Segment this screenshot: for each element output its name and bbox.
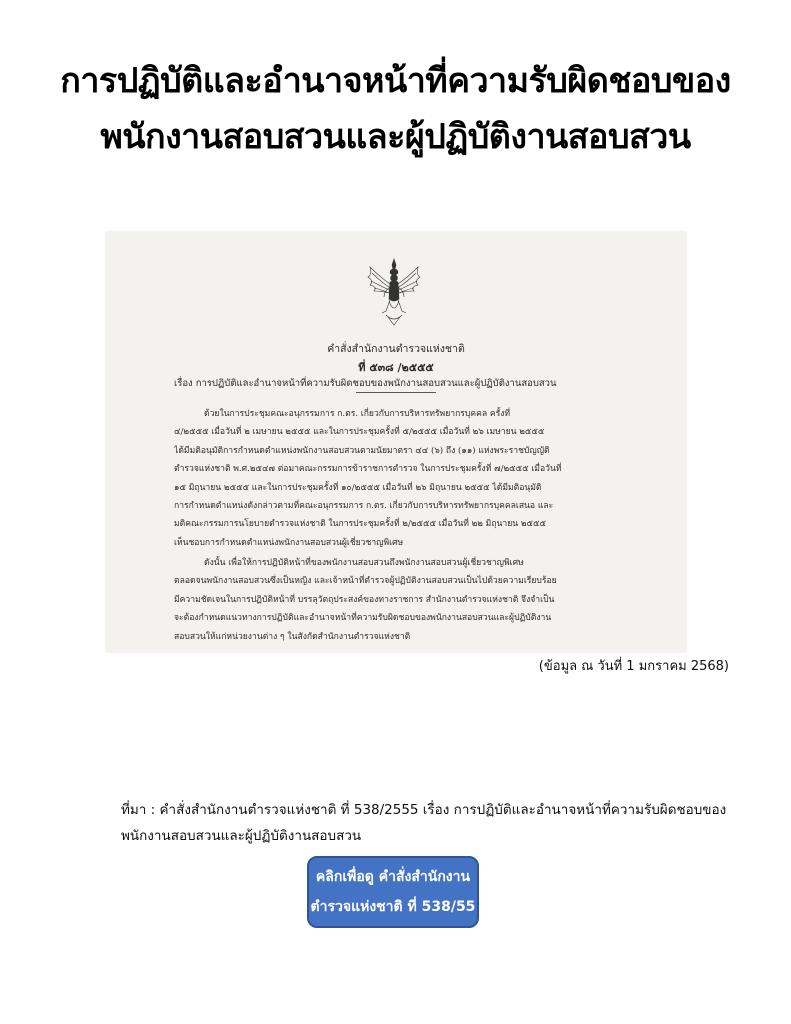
view-order-button-label-1: คลิกเพื่อดู คำสั่งสำนักงาน — [315, 869, 471, 885]
order-heading: คำสั่งสำนักงานตำรวจแห่งชาติ — [327, 343, 465, 355]
order-text-line: ด้วยในการประชุมคณะอนุกรรมการ ก.ตร. เกี่ยวกับการบริหารทรัพยากรบุคคล ครั้งที่ — [204, 409, 511, 419]
order-text-line: ๑๕ มิถุนายน ๒๕๕๕ และในการประชุมครั้งที่ ๑๐/๒๕๕๕ เมื่อวันที่ ๒๖ มิถุนายน ๒๕๕๕ ได้มีมติอนุมัติ — [174, 482, 542, 493]
order-text-line: การกำหนดตำแหน่งดังกล่าวตามที่คณะอนุกรรมการ ก.ตร. เกี่ยวกับการบริหารทรัพยากรบุคคลเสนอ และ — [174, 501, 554, 512]
order-text-line: ได้มีมติอนุมัติการกำหนดตำแหน่งพนักงานสอบสวนตามนัยมาตรา ๔๔ (๖) ถึง (๑๑) แห่งพระราชบัญญัติ — [174, 445, 550, 456]
order-text-line: ๔/๒๕๕๕ เมื่อวันที่ ๒ เมษายน ๒๕๕๕ และในการประชุมครั้งที่ ๕/๒๕๕๕ เมื่อวันที่ ๒๖ เมษายน ๒๕๕๕ — [174, 427, 545, 438]
garuda-emblem-icon — [362, 257, 426, 327]
order-text-line: เห็นชอบการกำหนดตำแหน่งพนักงานสอบสวนผู้เชี่ยวชาญพิเศษ — [174, 537, 404, 548]
order-text-line: มติคณะกรรมการนโยบายตำรวจแห่งชาติ ในการประชุมครั้งที่ ๒/๒๕๕๕ เมื่อวันที่ ๒๒ มิถุนายน ๒๕๕๕ — [174, 519, 547, 530]
source-line: พนักงานสอบสวนและผู้ปฏิบัติงานสอบสวน — [121, 828, 362, 844]
divider — [356, 392, 436, 393]
order-text-line: ดังนั้น เพื่อให้การปฏิบัติหน้าที่ของพนักงานสอบสวนถึงพนักงานสอบสวนผู้เชี่ยวชาญพิเศษ — [204, 558, 524, 568]
order-text-line: มีความชัดเจนในการปฏิบัติหน้าที่ บรรลุวัตถุประสงค์ของทางราชการ สำนักงานตำรวจแห่งชาติ จึงจำเป็น — [174, 594, 555, 605]
scanned-order-image — [106, 232, 686, 652]
order-number: ที่ ๕๓๘ /๒๕๕๕ — [358, 361, 434, 374]
order-text-line: ตลอดจนพนักงานสอบสวนซึ่งเป็นหญิง และเจ้าหน้าที่ตำรวจผู้ปฏิบัติงานสอบสวนเป็นไปด้วยความเรียบร้อย — [174, 576, 557, 587]
view-order-button-label-2: ตำรวจแห่งชาติ ที่ 538/55 — [310, 899, 476, 915]
order-subject: เรื่อง การปฏิบัติและอำนาจหน้าที่ความรับผิดชอบของพนักงานสอบสวนและผู้ปฏิบัติงานสอบสวน — [174, 378, 557, 389]
data-date-caption: (ข้อมูล ณ วันที่ 1 มกราคม 2568) — [538, 659, 729, 674]
source-line: ที่มา : คำสั่งสำนักงานตำรวจแห่งชาติ ที่ 538/2555 เรื่อง การปฏิบัติและอำนาจหน้าที่ความรับผิดชอบของ — [121, 802, 727, 818]
order-text-line: จะต้องกำหนดแนวทางการปฏิบัติและอำนาจหน้าที่ความรับผิดชอบของพนักงานสอบสวนและผู้ปฏิบัติงาน — [174, 613, 552, 624]
order-text-line: สอบสวนให้แก่หน่วยงานต่าง ๆ ในสังกัดสำนักงานตำรวจแห่งชาติ — [174, 631, 411, 642]
order-paragraph-2 — [174, 554, 644, 646]
source-note — [121, 797, 741, 849]
order-text-line: ตำรวจแห่งชาติ พ.ศ.๒๕๔๗ ต่อมาคณะกรรมการข้าราชการตำรวจ ในการประชุมครั้งที่ ๗/๒๕๕๕ เมื่อวันที่ — [174, 464, 562, 475]
view-order-button[interactable] — [307, 856, 479, 928]
page-title-line-1: การปฏิบัติและอำนาจหน้าที่ความรับผิดชอบของ — [60, 61, 731, 101]
page-title-line-2: พนักงานสอบสวนและผู้ปฏิบัติงานสอบสวน — [100, 117, 691, 157]
order-paragraph-1 — [174, 405, 644, 552]
